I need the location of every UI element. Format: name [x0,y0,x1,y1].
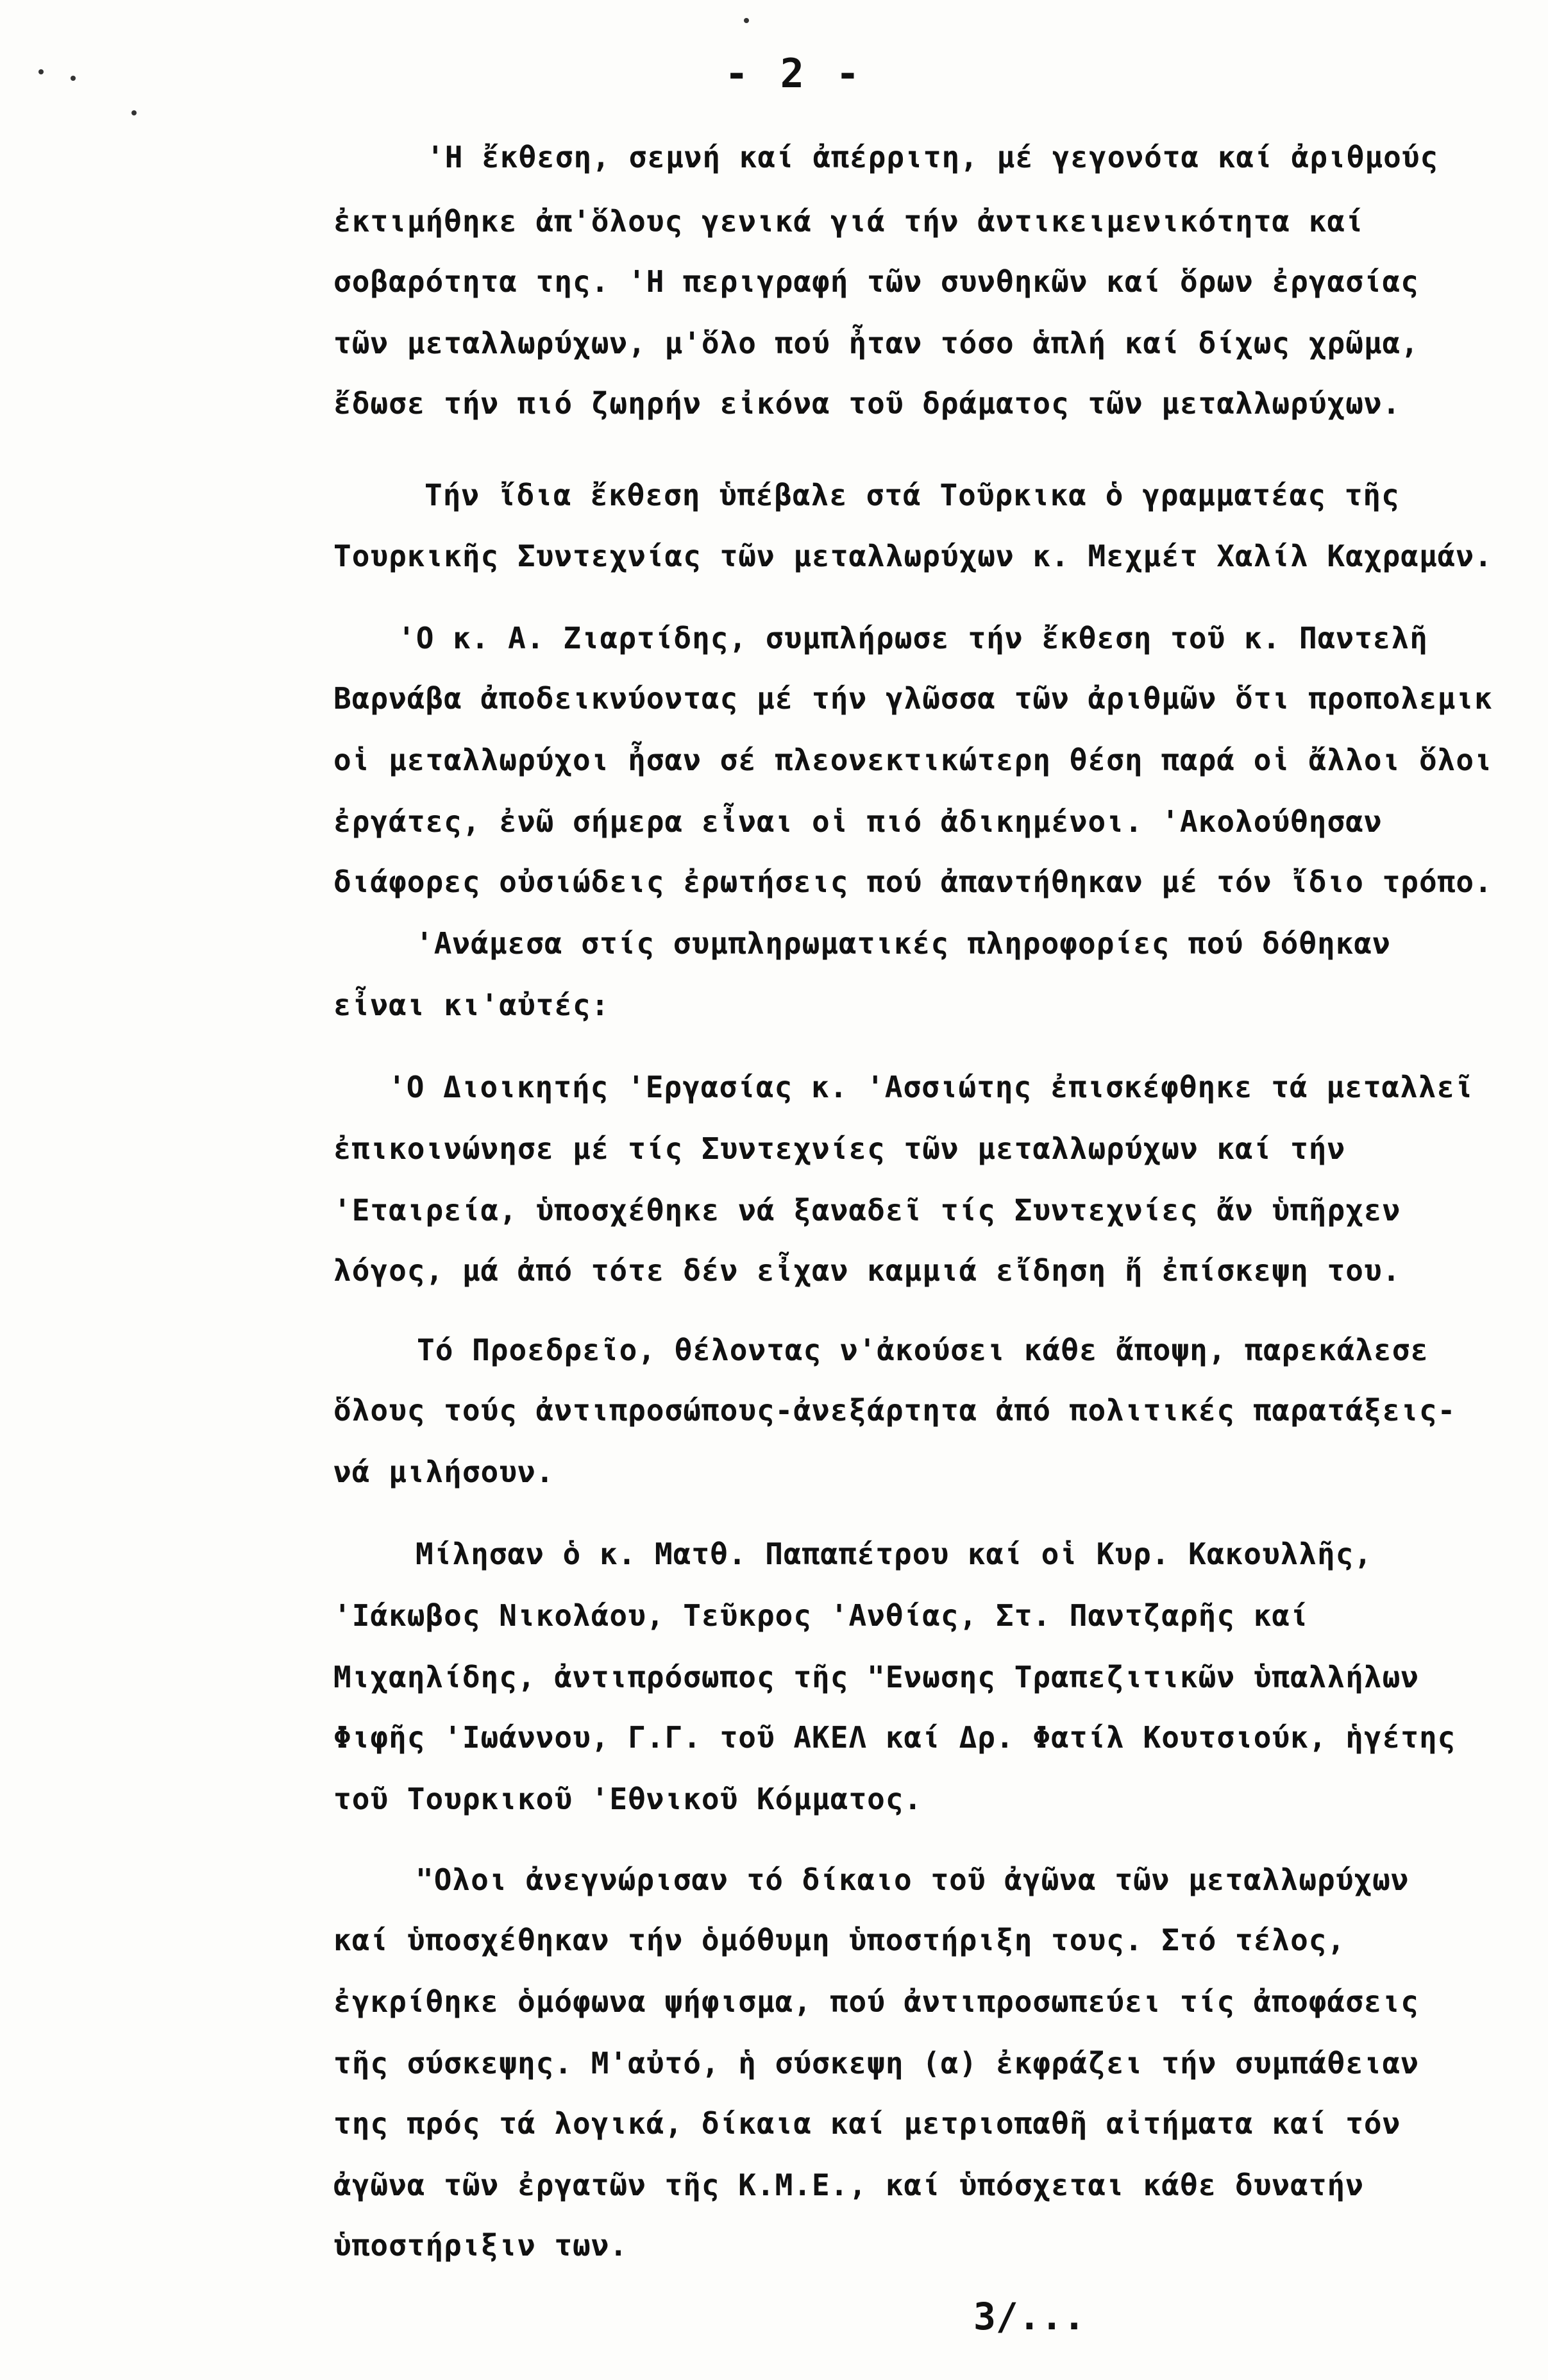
text-line: της πρός τά λογικά, δίκαια καί μετριοπαθῆ αἰτήματα καί τόν [333,2106,1401,2141]
speck [744,18,749,23]
text-line: ἐγκρίθηκε ὁμόφωνα ψήφισμα, πού ἀντιπροσωπεύει τίς ἀποφάσεις [333,1984,1419,2019]
page-number: - 2 - [725,50,864,97]
text-line: ἐκτιμήθηκε ἀπ'ὅλους γενικά γιά τήν ἀντικειμενικότητα καί [333,204,1364,239]
text-line: τῶν μεταλλωρύχων, μ'ὅλο πού ἦταν τόσο ἁπλή καί δίχως χρῶμα, [333,326,1419,360]
text-line: σοβαρότητα της. 'Η περιγραφή τῶν συνθηκῶν καί ὅρων ἐργασίας [333,264,1419,299]
text-line: λόγος, μά ἀπό τότε δέν εἶχαν καμμιά εἴδηση ἤ ἐπίσκεψη του. [333,1253,1401,1288]
text-line: τοῦ Τουρκικοῦ 'Εθνικοῦ Κόμματος. [333,1782,923,1816]
text-line: Βαρνάβα ἀποδεικνύοντας μέ τήν γλῶσσα τῶν ἀριθμῶν ὅτι προπολεμικ [333,681,1493,716]
text-line: ὅλους τούς ἀντιπροσώπους-ἀνεξάρτητα ἀπό πολιτικές παρατάξεις- [333,1393,1456,1428]
text-line: 'Η ἔκθεση, σεμνή καί ἀπέρριτη, μέ γεγονότα καί ἀριθμούς [426,140,1439,174]
text-line: τῆς σύσκεψης. Μ'αὐτό, ἡ σύσκεψη (α) ἐκφράζει τήν συμπάθειαν [333,2046,1419,2080]
text-line: Τήν ἴδια ἔκθεση ὑπέβαλε στά Τοῦρκικα ὁ γραμματέας τῆς [425,478,1400,512]
text-line: 'Εταιρεία, ὑποσχέθηκε νά ξαναδεῖ τίς Συντεχνίες ἄν ὑπῆρχεν [333,1193,1401,1228]
text-line: καί ὑποσχέθηκαν τήν ὁμόθυμη ὑποστήριξη τους. Στό τέλος, [333,1923,1346,1957]
speck [71,76,76,81]
text-line: εἶναι κι'αὐτές: [333,988,610,1022]
text-line: "Ολοι ἀνεγνώρισαν τό δίκαιο τοῦ ἀγῶνα τῶν μεταλλωρύχων [416,1862,1409,1897]
text-line: οἱ μεταλλωρύχοι ἦσαν σέ πλεονεκτικώτερη θέση παρά οἱ ἄλλοι ὅλοι [333,743,1493,777]
continuation-marker: 3/... [973,2295,1086,2338]
text-line: ἐπικοινώνησε μέ τίς Συντεχνίες τῶν μεταλλωρύχων καί τήν [333,1131,1346,1166]
speck [131,110,137,115]
text-line: ἔδωσε τήν πιό ζωηρήν εἰκόνα τοῦ δράματος τῶν μεταλλωρύχων. [333,386,1401,421]
text-line: διάφορες οὐσιώδεις ἐρωτήσεις πού ἀπαντήθηκαν μέ τόν ἴδιο τρόπο. [333,865,1493,899]
text-line: 'Ιάκωβος Νικολάου, Τεῦκρος 'Ανθίας, Στ. Παντζαρῆς καί [333,1598,1309,1633]
text-line: ὑποστήριξιν των. [333,2228,628,2263]
text-line: 'Ο κ. Α. Ζιαρτίδης, συμπλήρωσε τήν ἔκθεση τοῦ κ. Παντελῆ [398,621,1428,655]
text-line: Τουρκικῆς Συντεχνίας τῶν μεταλλωρύχων κ. Μεχμέτ Χαλίλ Καχραμάν. [333,539,1493,573]
text-line: ἀγῶνα τῶν ἐργατῶν τῆς Κ.Μ.Ε., καί ὑπόσχεται κάθε δυνατήν [333,2168,1364,2202]
text-line: Φιφῆς 'Ιωάννου, Γ.Γ. τοῦ ΑΚΕΛ καί Δρ. Φατίλ Κουτσιούκ, ἡγέτης [333,1720,1456,1755]
text-line: 'Ο Διοικητής 'Εργασίας κ. 'Ασσιώτης ἐπισκέφθηκε τά μεταλλεῖ [388,1070,1474,1104]
text-line: νά μιλήσουν. [333,1455,555,1489]
text-line: Μιχαηλίδης, ἀντιπρόσωπος τῆς "Ενωσης Τραπεζιτικῶν ὑπαλλήλων [333,1660,1419,1694]
text-line: ἐργάτες, ἐνῶ σήμερα εἶναι οἱ πιό ἀδικημένοι. 'Ακολούθησαν [333,804,1383,839]
text-line: Μίλησαν ὁ κ. Ματθ. Παπαπέτρου καί οἱ Κυρ. Κακουλλῆς, [416,1537,1373,1571]
text-line: 'Ανάμεσα στίς συμπληρωματικές πληροφορίες πού δόθηκαν [416,926,1391,961]
text-line: Τό Προεδρεῖο, θέλοντας ν'ἀκούσει κάθε ἄποψη, παρεκάλεσε [417,1333,1429,1367]
speck [38,69,44,74]
